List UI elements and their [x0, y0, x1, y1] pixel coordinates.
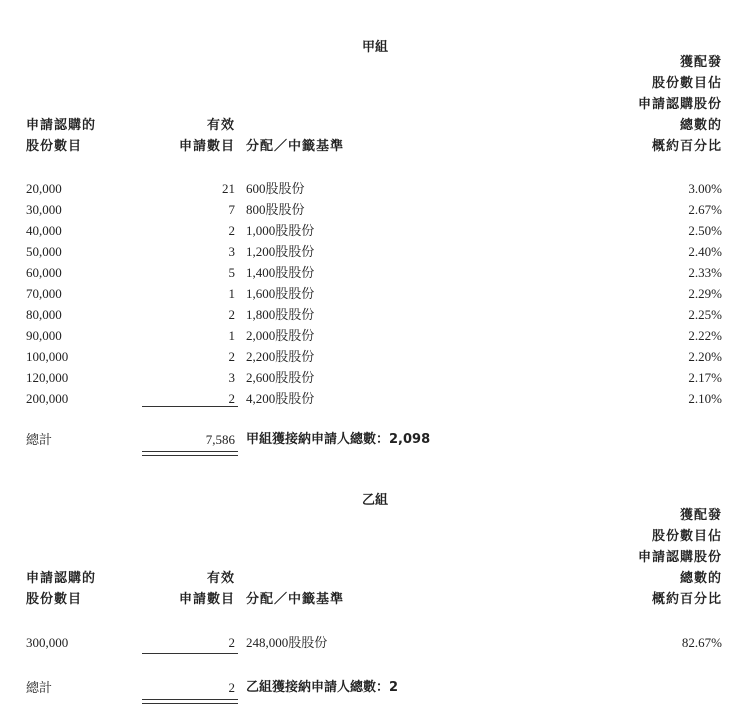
shares-applied: 70,000	[26, 286, 62, 301]
table-row	[0, 632, 750, 653]
shares-applied: 30,000	[26, 202, 62, 217]
table-row	[0, 367, 750, 388]
table-row	[0, 241, 750, 262]
approx-percentage: 3.00%	[688, 181, 722, 196]
allocation-basis: 2,200股股份	[246, 349, 315, 364]
total-accepted-applicants: 乙組獲接納申請人總數：2	[246, 680, 399, 695]
allocation-basis: 600股股份	[246, 181, 305, 196]
group-b-header-valid-applications	[179, 568, 235, 610]
total-count: 7,586	[205, 432, 235, 447]
shares-applied: 100,000	[26, 349, 69, 364]
header-line: 有效	[206, 571, 235, 586]
allocation-basis: 1,800股股份	[246, 307, 315, 322]
table-row	[0, 388, 750, 409]
approx-percentage: 2.29%	[688, 286, 722, 301]
approx-percentage: 2.33%	[688, 265, 722, 280]
group-a-header-valid-applications	[179, 115, 235, 157]
valid-applications: 1	[228, 328, 235, 343]
valid-applications: 5	[228, 265, 235, 280]
header-line: 分配／中籤基準	[246, 592, 345, 607]
total-accepted-applicants: 甲組獲接納申請人總數：2,098	[246, 432, 431, 447]
approx-percentage: 2.50%	[688, 223, 722, 238]
table-row	[0, 283, 750, 304]
approx-percentage: 2.25%	[688, 307, 722, 322]
header-line: 分配／中籤基準	[246, 139, 345, 154]
approx-percentage: 2.67%	[688, 202, 722, 217]
shares-applied: 120,000	[26, 370, 69, 385]
allocation-basis: 2,600股股份	[246, 370, 315, 385]
valid-applications: 21	[222, 181, 235, 196]
group-a-total-row	[0, 429, 750, 450]
valid-applications: 2	[228, 635, 235, 650]
table-row	[0, 178, 750, 199]
allocation-basis: 4,200股股份	[246, 391, 315, 406]
shares-applied: 50,000	[26, 244, 62, 259]
group-a-total-double-rule	[142, 451, 238, 456]
group-b-header-shares-applied	[26, 568, 96, 610]
header-line: 有效	[206, 118, 235, 133]
shares-applied: 40,000	[26, 223, 62, 238]
table-row	[0, 262, 750, 283]
approx-percentage: 82.67%	[681, 635, 722, 650]
valid-applications: 2	[228, 391, 235, 406]
shares-applied: 300,000	[26, 635, 69, 650]
group-a-header-shares-applied	[26, 115, 96, 157]
approx-percentage: 2.22%	[688, 328, 722, 343]
valid-applications: 1	[228, 286, 235, 301]
header-line: 概約百分比	[651, 592, 722, 607]
valid-applications: 2	[228, 307, 235, 322]
allocation-basis: 1,000股股份	[246, 223, 315, 238]
group-a-title: 甲組	[361, 40, 388, 55]
table-row	[0, 220, 750, 241]
valid-applications: 3	[228, 244, 235, 259]
group-a-header-allocated-pct	[638, 52, 722, 157]
total-label: 總計	[26, 432, 53, 447]
valid-applications: 7	[228, 202, 235, 217]
header-line: 總數的	[679, 571, 722, 586]
valid-applications: 2	[228, 223, 235, 238]
table-row	[0, 304, 750, 325]
table-row	[0, 325, 750, 346]
allocation-basis: 248,000股股份	[246, 635, 328, 650]
group-b-subtotal-rule	[142, 653, 238, 654]
header-line: 概約百分比	[651, 139, 722, 154]
header-line: 股份數目佔	[651, 76, 722, 91]
allocation-basis: 800股股份	[246, 202, 305, 217]
allocation-basis: 1,400股股份	[246, 265, 315, 280]
group-b-header-allocated-pct	[638, 505, 722, 610]
shares-applied: 200,000	[26, 391, 69, 406]
header-line: 申請認購股份	[637, 550, 722, 565]
shares-applied: 20,000	[26, 181, 62, 196]
approx-percentage: 2.20%	[688, 349, 722, 364]
valid-applications: 3	[228, 370, 235, 385]
header-line: 申請認購的	[26, 571, 97, 586]
header-line: 股份數目	[26, 592, 83, 607]
group-b-title: 乙組	[361, 493, 388, 508]
allocation-basis: 2,000股股份	[246, 328, 315, 343]
group-b-header-basis	[246, 589, 344, 610]
header-line: 申請數目	[178, 139, 235, 154]
allocation-basis: 1,600股股份	[246, 286, 315, 301]
allocation-basis: 1,200股股份	[246, 244, 315, 259]
header-line: 股份數目佔	[651, 529, 722, 544]
header-line: 股份數目	[26, 139, 83, 154]
header-line: 申請認購的	[26, 118, 97, 133]
shares-applied: 90,000	[26, 328, 62, 343]
shares-applied: 80,000	[26, 307, 62, 322]
group-b-total-row	[0, 677, 750, 698]
group-a-subtotal-rule	[142, 406, 238, 407]
total-count: 2	[228, 680, 235, 695]
table-row	[0, 346, 750, 367]
group-b-total-double-rule	[142, 699, 238, 704]
group-a-header-basis	[246, 136, 344, 157]
header-line: 獲配發	[679, 55, 722, 70]
header-line: 獲配發	[679, 508, 722, 523]
header-line: 申請認購股份	[637, 97, 722, 112]
table-row	[0, 199, 750, 220]
valid-applications: 2	[228, 349, 235, 364]
header-line: 總數的	[679, 118, 722, 133]
header-line: 申請數目	[178, 592, 235, 607]
total-label: 總計	[26, 680, 53, 695]
approx-percentage: 2.40%	[688, 244, 722, 259]
shares-applied: 60,000	[26, 265, 62, 280]
approx-percentage: 2.17%	[688, 370, 722, 385]
approx-percentage: 2.10%	[688, 391, 722, 406]
